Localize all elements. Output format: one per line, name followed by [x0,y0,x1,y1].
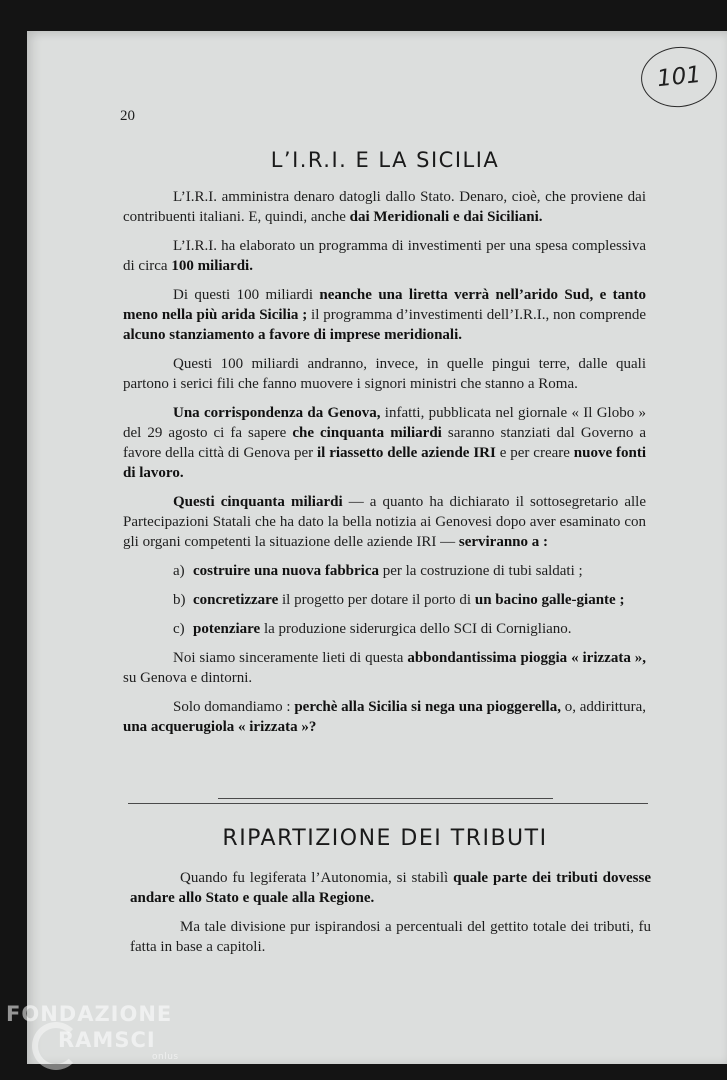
text-run: Quando fu legiferata l’Autonomia, si stabilì [180,870,454,886]
page-number: 20 [120,108,135,124]
text-run: su Genova e dintorni. [123,670,253,686]
text-run: L’I.R.I. ha elaborato un programma di investimenti per una spesa complessiva di circa [123,238,646,274]
bold-run: potenziare [193,621,261,637]
bold-run: alcuno stanziamento a favore di imprese meridionali. [123,327,463,343]
bold-run: una acquerugiola « irizzata »? [123,719,317,735]
archive-watermark [6,1000,181,1070]
bold-run: costruire una nuova fabbrica [193,563,379,579]
text-run: o, addirittura, [560,699,646,715]
section-title-tributi: RIPARTIZIONE DEI TRIBUTI [222,826,548,851]
text-run: Di questi 100 miliardi [173,287,320,303]
divider-line-main [128,803,648,804]
watermark-line-1: FONDAZIONE [6,1002,173,1026]
bold-run: abbondantissima pioggia « irizzata », [407,650,646,666]
section-title-iri: L’I.R.I. E LA SICILIA [270,148,500,172]
bold-run: serviranno a : [458,534,549,550]
paragraph-4: Questi 100 miliardi andranno, invece, in quelle pingui terre, dalle quali partono i serici fili che fanno muovere i signori ministri che stanno a Roma. [123,356,646,392]
list-item-a [123,561,646,581]
watermark-line-2: RAMSCI [58,1028,156,1052]
text-run: per la costruzione di tubi saldati ; [378,563,583,579]
bold-run: perchè alla Sicilia si nega una pioggerella, [294,699,561,715]
bold-run: Una corrispondenza da Genova, [173,405,381,421]
bold-run: il riassetto delle aziende IRI [317,445,496,461]
paragraph-8 [123,697,646,737]
list-marker: b) [173,592,186,608]
paragraph-5 [123,403,646,483]
list-item-b [123,590,646,610]
page-mark-number: 101 [655,61,703,93]
paragraph-1 [130,868,651,908]
divider-line-top [218,798,553,799]
watermark-suffix: onlus [152,1052,179,1062]
bold-run: neanche una liretta verrà nell’arido Sud, e tanto meno nella più arida Sicilia ; [123,287,646,323]
bold-run: che cinquanta miliardi [292,425,442,441]
text-run: il progetto per dotare il porto di [278,592,475,608]
section-body-tributi [130,868,651,966]
paragraph-6 [123,492,646,552]
text-run: il programma d’investimenti dell’I.R.I., non comprende [307,307,647,323]
paragraph-2 [123,236,646,276]
text-run: infatti, pubblicata nel giornale « Il Globo » del 29 agosto ci fa sapere [123,405,646,441]
bold-run: un bacino galle-giante ; [474,592,625,608]
bold-run: Questi cinquanta miliardi [173,494,343,510]
text-run: saranno stanziati dal Governo a favore della città di Genova per [123,425,646,461]
text-run: — a quanto ha dichiarato il sottosegretario alle Partecipazioni Statali che ha dato la bella notizia ai Genovesi dopo aver esaminato con gli organi competenti la situazione delle aziende IRI — [123,494,646,550]
text-run: la produzione siderurgica dello SCI di Cornigliano. [260,621,572,637]
text-run: Solo domandiamo : [173,699,295,715]
paragraph-7 [123,648,646,688]
list-marker: c) [173,621,185,637]
paragraph-1 [123,187,646,227]
bold-run: 100 miliardi. [171,258,253,274]
bold-run: quale parte dei tributi dovesse andare allo Stato e quale alla Regione. [130,870,651,906]
list-marker: a) [173,563,185,579]
list-item-c [123,619,646,639]
text-run: Noi siamo sinceramente lieti di questa [173,650,408,666]
bold-run: concretizzare [193,592,279,608]
text-run: L’I.R.I. amministra denaro datogli dallo Stato. Denaro, cioè, che proviene dai contribuenti italiani. E, quindi, anche [123,189,646,225]
section-body-iri [123,187,646,746]
bold-run: dai Meridionali e dai Siciliani. [349,209,543,225]
paragraph-2: Ma tale divisione pur ispirandosi a percentuali del gettito totale dei tributi, fu fatta in base a capitoli. [130,919,651,955]
text-run: e per creare [495,445,574,461]
paragraph-3 [123,285,646,345]
bold-run: nuove fonti di lavoro. [123,445,647,481]
